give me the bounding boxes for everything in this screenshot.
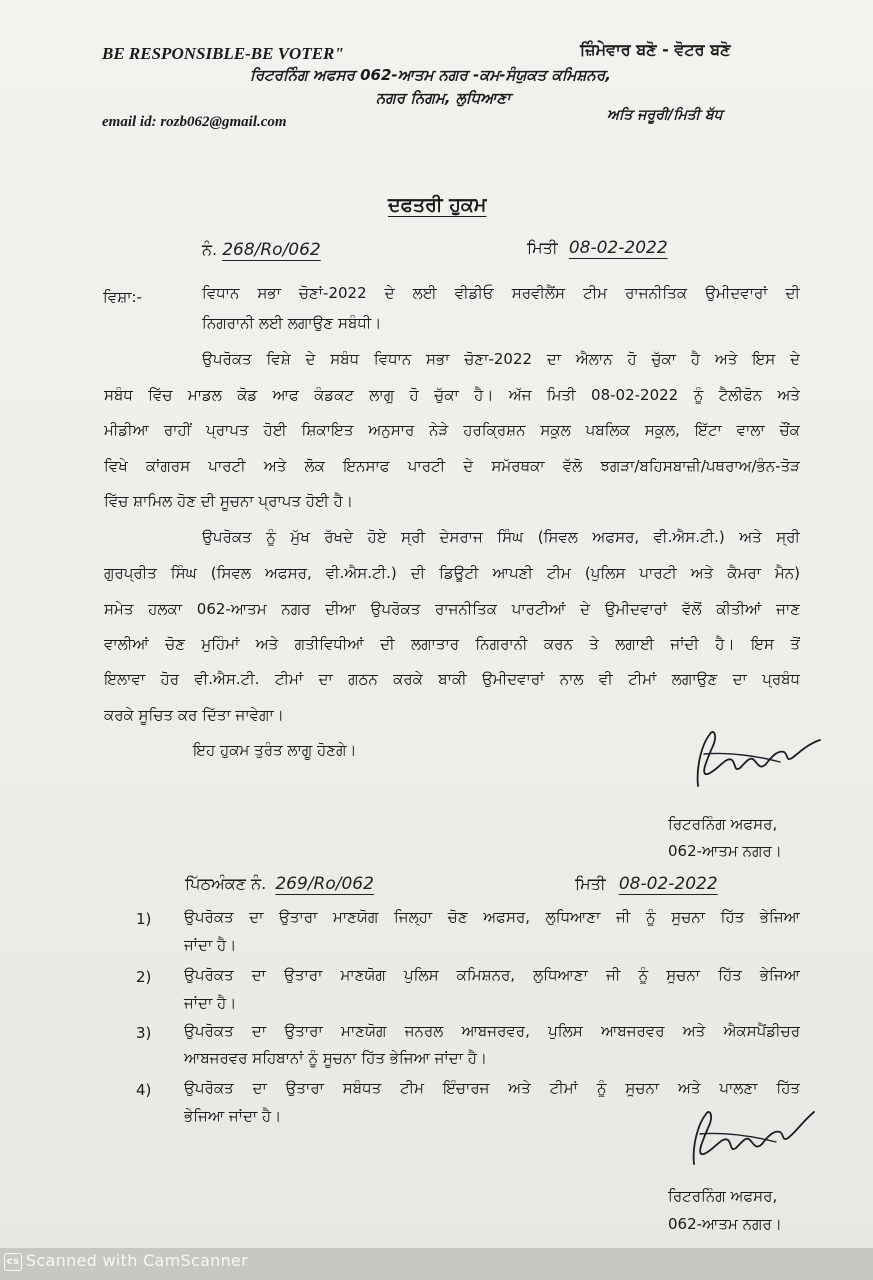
signature-1 <box>688 726 828 798</box>
para2-line: ਗੁਰਪ੍ਰੀਤ ਸਿੰਘ (ਸਿਵਲ ਅਫਸਰ, ਵੀ.ਐਸ.ਟੀ.) ਦੀ ਡਿਊਟੀ ਆਪਣੀ ਟੀਮ (ਪੁਲਿਸ ਪਾਰਟੀ ਅਤੇ ਕੈਮਰਾ ਮੈਨ) <box>104 564 800 582</box>
copy-item-line: ਆਬਜਰਵਰ ਸਹਿਬਾਨਾਂ ਨੂੰ ਸੂਚਨਾ ਹਿੱਤ ਭੇਜਿਆ ਜਾਂਦਾ ਹੈ। <box>184 1049 488 1067</box>
copy-item-number: 2) <box>136 968 152 986</box>
para1-line: ਵਿੱਚ ਸ਼ਾਮਿਲ ਹੋਣ ਦੀ ਸੂਚਨਾ ਪ੍ਰਾਪਤ ਹੋਈ ਹੈ। <box>104 492 354 510</box>
subject-line-1: ਵਿਧਾਨ ਸਭਾ ਚੋਣਾਂ-2022 ਦੇ ਲਈ ਵੀਡੀਓ ਸਰਵੀਲੈਂਸ ਟੀਮ ਰਾਜਨੀਤਿਕ ਉਮੀਦਵਾਰਾਂ ਦੀ <box>202 284 800 302</box>
para2-line: ਸਮੇਤ ਹਲਕਾ 062-ਆਤਮ ਨਗਰ ਦੀਆ ਉਪਰੋਕਤ ਰਾਜਨੀਤਿਕ ਪਾਰਟੀਆਂ ਦੇ ਉਮੀਦਵਾਰਾਂ ਵੱਲੋਂ ਕੀਤੀਆਂ ਜਾਣ <box>104 600 800 618</box>
para1-line: ਸਬੰਧ ਵਿੱਚ ਮਾਡਲ ਕੋਡ ਆਫ ਕੰਡਕਟ ਲਾਗੂ ਹੋ ਚੁੱਕਾ ਹੈ। ਅੱਜ ਮਿਤੀ 08-02-2022 ਨੂੰ ਟੈਲੀਫੋਨ ਅਤੇ <box>104 386 800 404</box>
para1-line: ਵਿਖੇ ਕਾਂਗਰਸ ਪਾਰਟੀ ਅਤੇ ਲੋਕ ਇਨਸਾਫ ਪਾਰਟੀ ਦੇ ਸਮੱਰਥਕਾ ਵੱਲੋ ਝਗੜਾ/ਬਹਿਸਬਾਜ਼ੀ/ਪਥਰਾਅ/ਭੰਨ-ਤੋੜ <box>104 457 800 475</box>
para2-line: ਉਪਰੋਕਤ ਨੂੰ ਮੁੱਖ ਰੱਖਦੇ ਹੋਏ ਸ੍ਰੀ ਦੇਸਰਾਜ ਸਿੰਘ (ਸਿਵਲ ਅਫਸਰ, ਵੀ.ਐਸ.ਟੀ.) ਅਤੇ ਸ੍ਰੀ <box>202 528 800 546</box>
corporation-line: ਨਗਰ ਨਿਗਮ, ਲੁਧਿਆਣਾ <box>376 89 511 107</box>
copy-item-line: ਉਪਰੋਕਤ ਦਾ ਉਤਾਰਾ ਸਬੰਧਤ ਟੀਮ ਇੰਚਾਰਜ ਅਤੇ ਟੀਮਾਂ ਨੂੰ ਸੂਚਨਾ ਅਤੇ ਪਾਲਣਾ ਹਿੱਤ <box>184 1079 800 1097</box>
signature-2 <box>682 1104 822 1176</box>
order-date-value: 08-02-2022 <box>568 238 668 258</box>
copy-item-number: 3) <box>136 1024 152 1042</box>
document-title: ਦਫਤਰੀ ਹੁਕਮ <box>388 194 487 216</box>
para2-line: ਇਲਾਵਾ ਹੋਰ ਵੀ.ਐਸ.ਟੀ. ਟੀਮਾਂ ਦਾ ਗਠਨ ਕਰਕੇ ਬਾਕੀ ਉਮੀਦਵਾਰਾਂ ਨਾਲ ਵੀ ਟੀਮਾਂ ਲਗਾਉਣ ਦਾ ਪ੍ਰਬੰਧ <box>104 670 800 688</box>
para2-line: ਕਰਕੇ ਸੂਚਿਤ ਕਰ ਦਿੱਤਾ ਜਾਵੇਗਾ। <box>104 706 284 724</box>
para2-line: ਵਾਲੀਆਂ ਚੋਣ ਮੁਹਿੰਮਾਂ ਅਤੇ ਗਤੀਵਿਧੀਆਂ ਦੀ ਲਗਾਤਾਰ ਨਿਗਰਾਨੀ ਕਰਨ ਤੇ ਲਗਾਈ ਜਾਂਦੀ ਹੈ। ਇਸ ਤੋਂ <box>104 635 800 653</box>
watermark-text: Scanned with CamScanner <box>26 1251 249 1270</box>
copy-item-line: ਜਾਂਦਾ ਹੈ। <box>184 994 237 1012</box>
endorsement-number-row <box>185 874 374 894</box>
para1-line: ਮੀਡੀਆ ਰਾਹੀਂ ਪ੍ਰਾਪਤ ਹੋਈ ਸ਼ਿਕਾਇਤ ਅਨੁਸਾਰ ਨੇੜੇ ਹਰਕ੍ਰਿਸ਼ਨ ਸਕੂਲ ਪਬਲਿਕ ਸਕੂਲ, ਇੱਟਾ ਵਾਲਾ ਚੌਂਕ <box>104 421 800 439</box>
slogan-english: BE RESPONSIBLE-BE VOTER" <box>102 44 344 63</box>
order-number-label: ਨੰ. <box>202 240 218 259</box>
camscanner-icon: cs <box>4 1253 22 1271</box>
email-line: email id: rozb062@gmail.com <box>102 114 287 130</box>
camscanner-watermark <box>4 1251 248 1271</box>
order-date-label: ਮਿਤੀ <box>527 238 558 257</box>
urgent-note: ਅਤਿ ਜਰੂਰੀ/ਮਿਤੀ ਬੱਧ <box>607 107 723 123</box>
endorsement-date-row <box>575 874 718 894</box>
order-number-row <box>202 240 321 260</box>
signature-1-title: ਰਿਟਰਨਿੰਗ ਅਫਸਰ, <box>668 815 778 833</box>
order-number-value: 268/Ro/062 <box>222 240 321 260</box>
endorsement-number-value: 269/Ro/062 <box>275 874 374 894</box>
subject-line-2: ਨਿਗਰਾਨੀ ਲਈ ਲਗਾਉਣ ਸਬੰਧੀ। <box>202 314 382 332</box>
endorsement-date-value: 08-02-2022 <box>618 874 718 894</box>
para3-line: ਇਹ ਹੁਕਮ ਤੁਰੰਤ ਲਾਗੂ ਹੋਣਗੇ। <box>193 741 357 759</box>
signature-2-title: ਰਿਟਰਨਿੰਗ ਅਫਸਰ, <box>668 1187 778 1205</box>
copy-item-number: 1) <box>136 910 152 928</box>
signature-1-place: 062-ਆਤਮ ਨਗਰ। <box>668 842 782 860</box>
para1-line: ਉਪਰੋਕਤ ਵਿਸ਼ੇ ਦੇ ਸਬੰਧ ਵਿਧਾਨ ਸਭਾ ਚੋਣਾ-2022 ਦਾ ਐਲਾਨ ਹੋ ਚੁੱਕਾ ਹੈ ਅਤੇ ਇਸ ਦੇ <box>202 350 800 368</box>
copy-item-line: ਜਾਂਦਾ ਹੈ। <box>184 936 237 954</box>
copy-item-line: ਭੇਜਿਆ ਜਾਂਦਾ ਹੈ। <box>184 1107 282 1125</box>
subject-label: ਵਿਸ਼ਾ:- <box>103 288 142 306</box>
endorsement-date-label: ਮਿਤੀ <box>575 874 606 893</box>
copy-item-line: ਉਪਰੋਕਤ ਦਾ ਉਤਾਰਾ ਮਾਣਯੋਗ ਪੁਲਿਸ ਕਮਿਸ਼ਨਰ, ਲੁਧਿਆਣਾ ਜੀ ਨੂੰ ਸੂਚਨਾ ਹਿੱਤ ਭੇਜਿਆ <box>184 966 800 984</box>
copy-item-number: 4) <box>136 1081 152 1099</box>
slogan-punjabi: ਜ਼ਿੰਮੇਵਾਰ ਬਣੋ - ਵੋਟਰ ਬਣੋ <box>580 40 731 59</box>
officer-line: ਰਿਟਰਨਿੰਗ ਅਫਸਰ 062-ਆਤਮ ਨਗਰ -ਕਮ-ਸੰਯੁਕਤ ਕਮਿਸ਼ਨਰ, <box>250 66 611 84</box>
copy-item-line: ਉਪਰੋਕਤ ਦਾ ਉਤਾਰਾ ਮਾਣਯੋਗ ਜਨਰਲ ਆਬਜਰਵਰ, ਪੁਲਿਸ ਆਬਜਰਵਰ ਅਤੇ ਐਕਸਪੈਂਡੀਚਰ <box>184 1022 800 1040</box>
copy-item-line: ਉਪਰੋਕਤ ਦਾ ਉਤਾਰਾ ਮਾਣਯੋਗ ਜਿਲ੍ਹਾ ਚੋਣ ਅਫਸਰ, ਲੁਧਿਆਣਾ ਜੀ ਨੂੰ ਸੂਚਨਾ ਹਿੱਤ ਭੇਜਿਆ <box>184 908 800 926</box>
order-date-row <box>527 238 668 258</box>
endorsement-number-label: ਪਿੱਠਅੰਕਣ ਨੰ. <box>185 874 267 893</box>
signature-2-place: 062-ਆਤਮ ਨਗਰ। <box>668 1215 782 1233</box>
